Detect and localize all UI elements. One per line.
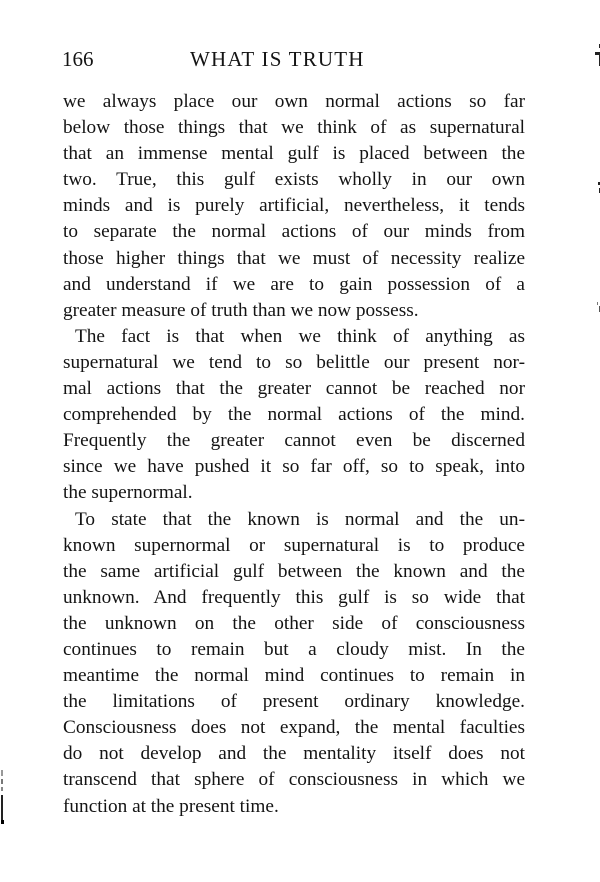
text-line: greater measure of truth than we now possess. <box>63 299 419 321</box>
text-line: Frequently the greater cannot even be discerned <box>63 430 525 452</box>
paragraph <box>63 89 525 324</box>
text-line: unknown. And frequently this gulf is so wide that <box>63 586 525 608</box>
body-text <box>63 89 525 820</box>
text-line: and understand if we are to gain possession of a <box>63 273 525 295</box>
scan-gutter-left <box>0 770 4 830</box>
page-number: 166 <box>62 47 94 71</box>
text-line: minds and is purely artificial, nevertheless, it tends <box>63 195 525 217</box>
text-line: two. True, this gulf exists wholly in our own <box>63 169 525 191</box>
text-line: mal actions that the greater cannot be reached nor <box>63 378 525 400</box>
text-line: the unknown on the other side of consciousness <box>63 612 525 634</box>
scan-bleed-right <box>591 40 600 370</box>
running-title: WHAT IS TRUTH <box>190 47 365 71</box>
text-line: function at the present time. <box>63 795 279 817</box>
text-line: Consciousness does not expand, the mental faculties <box>63 717 525 739</box>
text-line: To state that the known is normal and the un- <box>75 508 525 530</box>
text-line: meantime the normal mind continues to remain in <box>63 665 525 687</box>
text-line: those higher things that we must of necessity realize <box>63 247 525 269</box>
scan-artifact <box>1 770 3 776</box>
text-line: since we have pushed it so far off, so to speak, into <box>63 456 525 478</box>
text-line: the supernormal. <box>63 482 193 504</box>
text-line: do not develop and the mentality itself does not <box>63 743 525 765</box>
running-head <box>62 44 524 74</box>
text-line: The fact is that when we think of anything as <box>75 325 525 347</box>
scan-artifact <box>1 787 3 791</box>
text-line: that an immense mental gulf is placed between the <box>63 143 525 165</box>
text-line: the limitations of present ordinary knowledge. <box>63 691 525 713</box>
scan-artifact <box>1 779 3 784</box>
text-line: continues to remain but a cloudy mist. In the <box>63 638 525 660</box>
text-line: we always place our own normal actions so far <box>63 91 525 112</box>
scan-artifact <box>1 795 3 821</box>
text-line: supernatural we tend to so belittle our present nor- <box>63 351 525 373</box>
scan-artifact <box>1 820 4 824</box>
text-line: below those things that we think of as supernatural <box>63 117 525 139</box>
paragraph <box>63 324 525 507</box>
text-line: transcend that sphere of consciousness in which we <box>63 769 525 791</box>
text-line: to separate the normal actions of our minds from <box>63 221 525 243</box>
scan-artifact <box>597 302 598 305</box>
text-line: the same artificial gulf between the known and the <box>63 560 525 582</box>
paragraph <box>63 507 525 820</box>
text-line: known supernormal or supernatural is to produce <box>63 534 525 556</box>
text-line: comprehended by the normal actions of the mind. <box>63 404 525 426</box>
